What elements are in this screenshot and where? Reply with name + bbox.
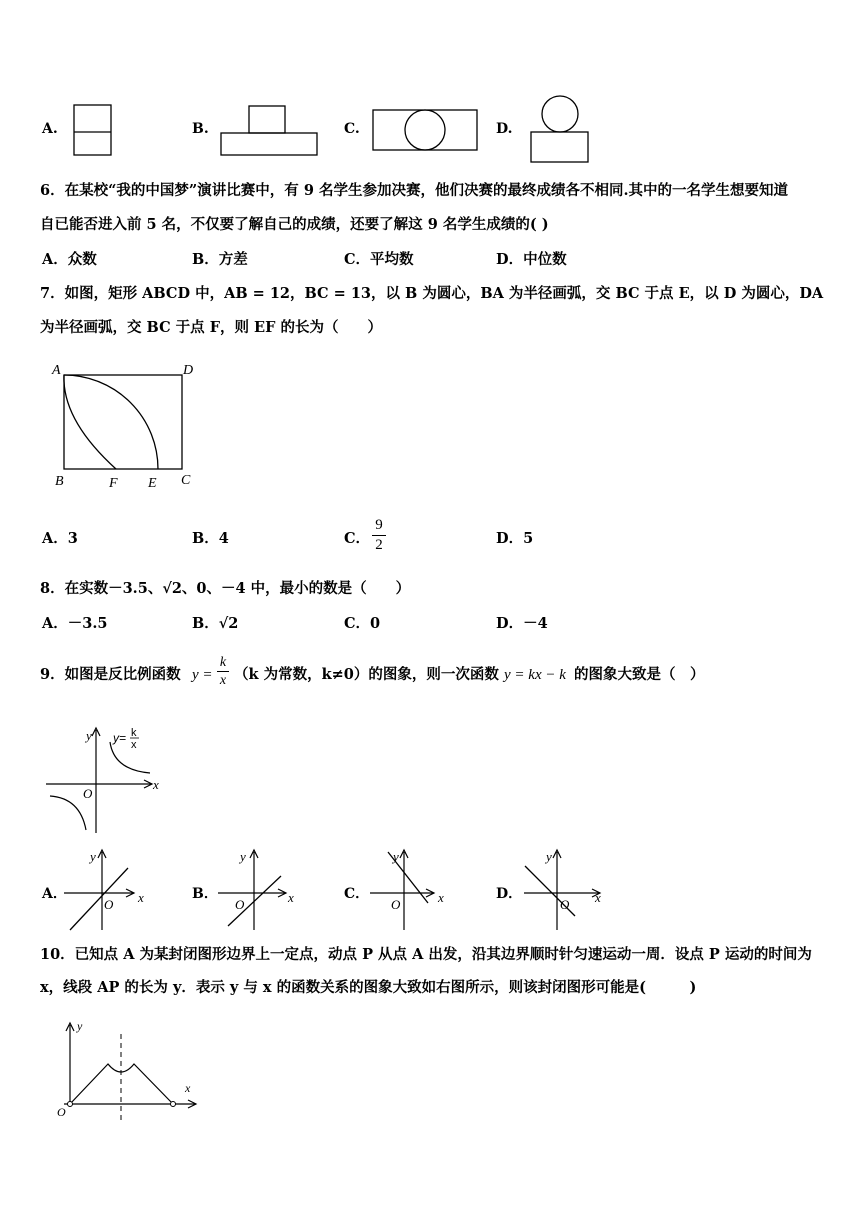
- svg-text:O: O: [391, 897, 401, 912]
- q10-graph-origin-label: O: [57, 1105, 66, 1119]
- option-label: A．: [42, 251, 68, 268]
- q9-option-c-label: C．: [344, 886, 370, 902]
- q9-graph-func-num: k: [131, 727, 137, 739]
- q7-label-c: C: [181, 473, 191, 488]
- svg-text:x: x: [438, 890, 444, 905]
- option-text: －3.5: [67, 615, 108, 632]
- q9-stem-middle: （k 为常数，k≠0）的图象，则一次函数: [234, 666, 499, 683]
- option-label: B．: [192, 615, 219, 632]
- option-label: A．: [42, 530, 68, 547]
- q9-graph-x-label: x: [153, 777, 159, 792]
- q9-func2: y = kx − k: [504, 667, 566, 683]
- svg-text:O: O: [104, 897, 114, 912]
- option-label: D．: [496, 251, 524, 268]
- q9-stem-prefix: 9．如图是反比例函数: [40, 666, 181, 683]
- q7-label-a: A: [52, 363, 61, 378]
- svg-text:x: x: [138, 890, 144, 905]
- fraction-numerator: 9: [375, 517, 383, 533]
- svg-text:x: x: [288, 890, 294, 905]
- q7-label-b: B: [55, 474, 64, 489]
- svg-text:y: y: [90, 849, 96, 864]
- option-text: 方差: [218, 251, 248, 268]
- q7-label-d: D: [183, 363, 194, 378]
- q10-graph-y-label: y: [77, 1019, 83, 1033]
- q7-option-c-label: C．: [344, 530, 371, 547]
- q6-stem-line1: 6．在某校“我的中国梦”演讲比赛中，有 9 名学生参加决赛，他们决赛的最终成绩各不相同.其中的一名学生想要知道: [40, 182, 788, 199]
- q7-stem-line1: 7．如图，矩形 ABCD 中，AB = 12，BC = 13，以 B 为圆心，BA 为半径画弧，交 BC 于点 E，以 D 为圆心，DA: [40, 285, 824, 302]
- option-label: C．: [344, 251, 371, 268]
- option-text: 0: [370, 615, 381, 632]
- svg-text:O: O: [560, 897, 570, 912]
- q7-stem-line2: 为半径画弧，交 BC 于点 F，则 EF 的长为（ ）: [40, 319, 382, 336]
- svg-text:y: y: [393, 849, 399, 864]
- svg-text:y: y: [240, 849, 246, 864]
- option-label: B．: [192, 530, 219, 547]
- q9-func1-lhs: y =: [192, 667, 213, 683]
- svg-text:x: x: [595, 890, 601, 905]
- option-label: D．: [496, 530, 524, 547]
- q9-graph-origin-label: O: [83, 786, 93, 801]
- q5-option-c-label: C.: [344, 121, 360, 137]
- q5-option-b-label: B.: [192, 121, 209, 137]
- option-text: 4: [218, 530, 229, 547]
- q6-stem-line2: 自已能否进入前 5 名，不仅要了解自己的成绩，还要了解这 9 名学生成绩的( ): [40, 216, 549, 233]
- q5-option-d-label: D.: [496, 121, 513, 137]
- option-text: 平均数: [370, 251, 414, 268]
- q9-graph-func-den: x: [131, 739, 137, 751]
- option-text: －4: [523, 615, 548, 632]
- q5-option-a-label: A.: [42, 121, 58, 137]
- option-label: C．: [344, 615, 371, 632]
- fraction-denominator: x: [219, 673, 227, 688]
- fraction-denominator: 2: [375, 537, 383, 553]
- q7-label-f: F: [109, 476, 118, 491]
- q10-graph-x-label: x: [185, 1081, 191, 1095]
- option-text: 3: [67, 530, 78, 547]
- q9-stem-suffix: 的图象大致是（ ）: [574, 666, 705, 683]
- q7-label-e: E: [148, 476, 157, 491]
- fraction-numerator: k: [219, 655, 227, 670]
- option-text: √2: [218, 615, 239, 632]
- q9-graph-func-label: y=: [113, 731, 127, 745]
- svg-text:y: y: [546, 849, 552, 864]
- option-text: 5: [523, 530, 534, 547]
- option-text: 众数: [67, 251, 97, 268]
- q9-option-d-label: D．: [496, 886, 523, 902]
- option-text: 中位数: [523, 251, 567, 268]
- q8-stem: 8．在实数－3.5、√2、0、－4 中，最小的数是（ ）: [40, 580, 411, 597]
- option-label: B．: [192, 251, 219, 268]
- q9-option-b-label: B．: [192, 886, 218, 902]
- option-label: D．: [496, 615, 524, 632]
- q10-stem-line2: x，线段 AP 的长为 y．表示 y 与 x 的函数关系的图象大致如右图所示，则该封闭图形可能是( ): [40, 979, 697, 996]
- svg-text:O: O: [235, 897, 245, 912]
- q9-graph-y-label: y: [86, 728, 92, 743]
- q10-stem-line1: 10．已知点 A 为某封闭图形边界上一定点，动点 P 从点 A 出发，沿其边界顺时针匀速运动一周．设点 P 运动的时间为: [40, 946, 812, 963]
- q9-option-a-label: A．: [42, 886, 67, 902]
- option-label: A．: [42, 615, 68, 632]
